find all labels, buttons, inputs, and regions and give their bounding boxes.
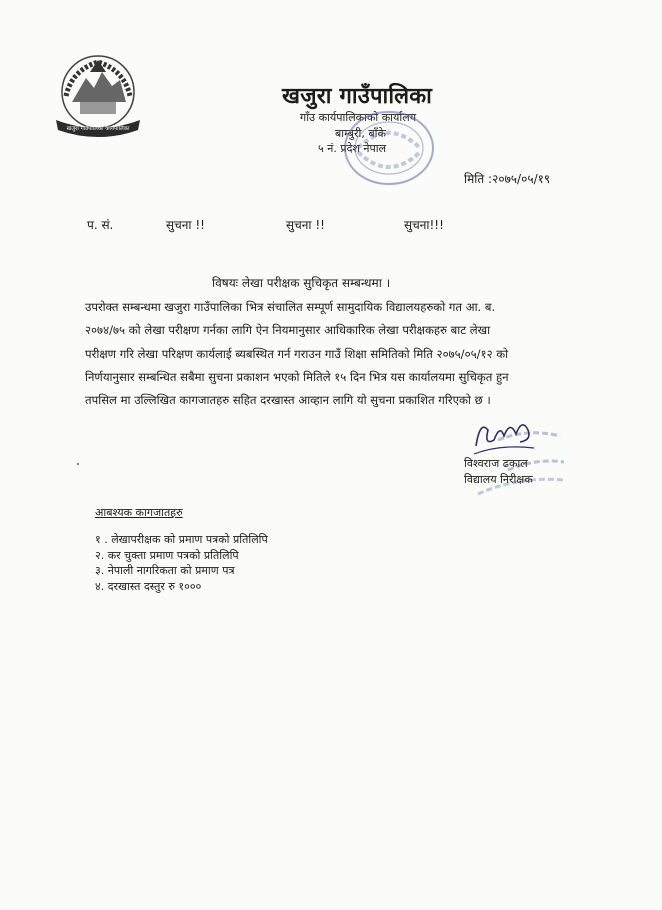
notice-subject: विषयः लेखा परीक्षक सुचिकृत सम्बन्धमा । (212, 276, 391, 290)
office-stamp-icon (340, 108, 438, 192)
body-line: निर्णयानुसार सम्बन्धित सबैमा सुचना प्रकाशन भएको मितिले १५ दिन भित्र यस कार्यालयमा सुचिकृत हुन (85, 369, 509, 384)
list-item: १ . लेखापरीक्षक को प्रमाण पत्रको प्रतिलिपि (95, 533, 268, 546)
notice-label: सुचना !! (286, 218, 325, 232)
office-name: खजुरा गाउँपालिका (282, 84, 433, 109)
required-documents-heading: आबश्यक कागजातहरु (95, 506, 183, 519)
list-item: ४. दरखास्त दस्तुर रु १००० (95, 579, 202, 593)
list-item: २. कर चुक्ता प्रमाण पत्रको प्रतिलिपि (95, 548, 239, 562)
notice-label: सुचना!!! (404, 218, 444, 232)
notice-body (85, 296, 575, 412)
office-type: गाँउ कार्यपालिकाको कार्यालय (300, 111, 417, 124)
nepal-government-emblem-icon (50, 50, 146, 140)
body-line: परीक्षण गरि लेखा परिक्षण कार्यलाई ब्यबस्थित गर्न गराउन गाउँ शिक्षा समितिको मिति २०७५/०५/१२ को (85, 346, 509, 361)
body-line: २०७४/७५ को लेखा परीक्षण गर्नका लागि ऐन नियमानुसार आधिकारिक लेखा परीक्षकहरु बाट लेखा (85, 323, 491, 338)
list-item: ३. नेपाली नागरिकता को प्रमाण पत्र (95, 564, 235, 578)
emblem-caption: खजुरा गाउँपालिका कार्यपालिका (66, 126, 130, 132)
notice-label: सुचना !! (166, 218, 205, 232)
reference-number-label: प. सं. (87, 218, 114, 232)
body-line: तपसिल मा उल्लिखित कागजातहरु सहित दरखास्त आव्हान लागि यो सुचना प्रकाशित गरिएको छ । (85, 393, 491, 408)
margin-speck (77, 463, 79, 465)
notice-date: मिति :२०७५/०५/१९ (464, 172, 551, 186)
body-line: उपरोक्त सम्बन्धमा खजुरा गाउँपालिका भित्र संचालित सम्पूर्ण सामुदायिक विद्यालयहरुको गत आ. ब. (85, 300, 496, 314)
office-location: बाम्बुरी, बाँके (335, 127, 386, 140)
signatory-name: विश्वराज ढकाल (464, 457, 528, 470)
office-province: ५ नं. प्रदेश नेपाल (318, 142, 387, 155)
signatory-title: विद्यालय निरीक्षक (464, 473, 533, 486)
required-documents-list (95, 532, 268, 594)
handwritten-signature-icon (470, 410, 540, 460)
